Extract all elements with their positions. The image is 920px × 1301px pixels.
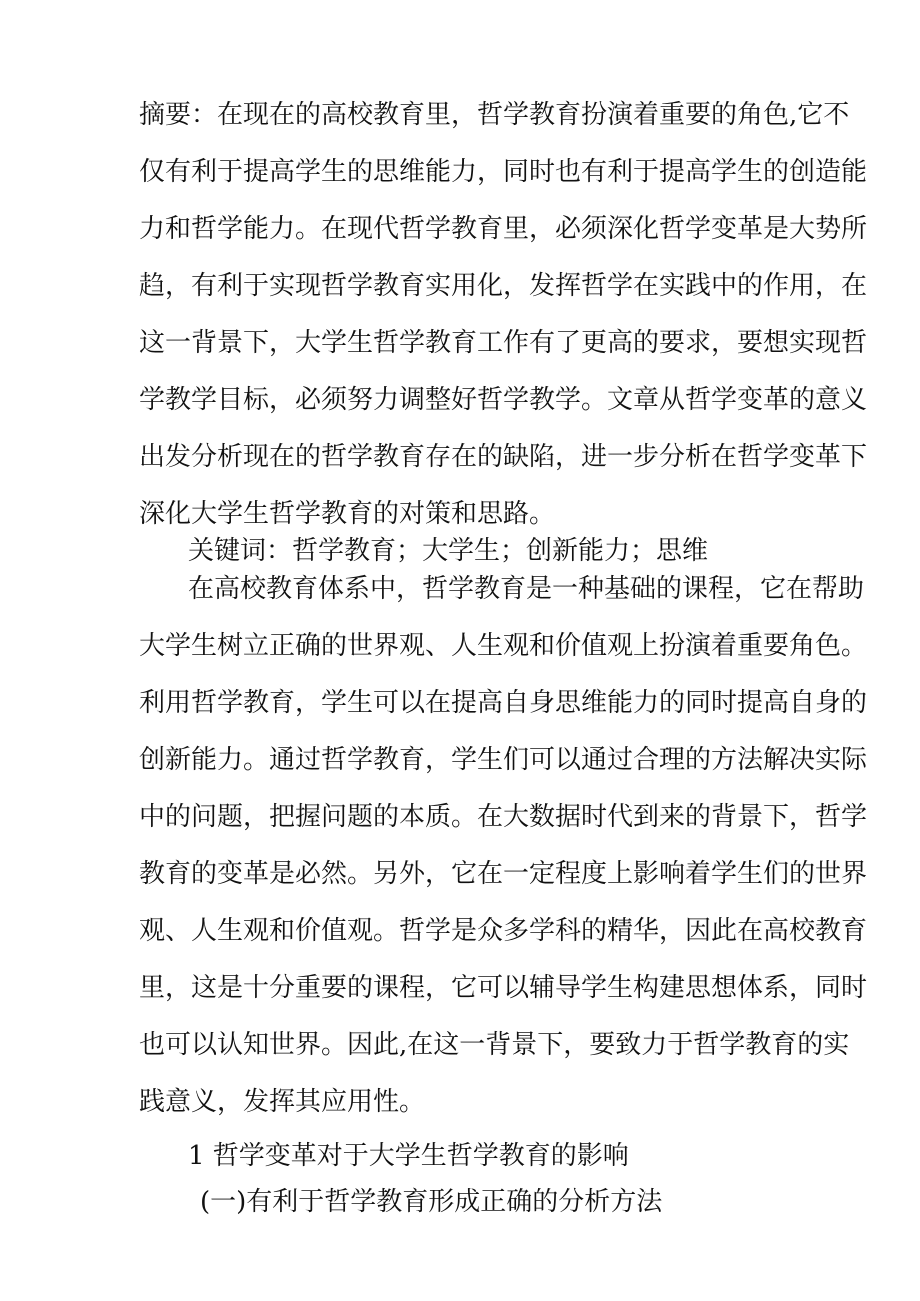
intro-line: 在高校教育体系中，哲学教育是一种基础的课程，它在帮助 (188, 574, 865, 604)
abstract-line: 出发分析现在的哲学教育存在的缺陷，进一步分析在哲学变革下 (139, 442, 868, 472)
subsection-heading: (一)有利于哲学教育形成正确的分析方法 (200, 1187, 663, 1217)
abstract-line: 仅有利于提高学生的思维能力，同时也有利于提高学生的创造能 (139, 157, 868, 187)
abstract-line: 力和哲学能力。在现代哲学教育里，必须深化哲学变革是大势所 (139, 214, 868, 244)
abstract-line: 摘要：在现在的高校教育里，哲学教育扮演着重要的角色,它不 (139, 100, 850, 130)
section-heading: 1 哲学变革对于大学生哲学教育的影响 (188, 1141, 629, 1171)
intro-line: 利用哲学教育，学生可以在提高自身思维能力的同时提高自身的 (139, 688, 868, 718)
intro-line: 中的问题，把握问题的本质。在大数据时代到来的背景下，哲学 (139, 802, 868, 832)
intro-line: 观、人生观和价值观。哲学是众多学科的精华，因此在高校教育 (139, 916, 868, 946)
abstract-line: 学教学目标，必须努力调整好哲学教学。文章从哲学变革的意义 (139, 385, 868, 415)
intro-line: 里，这是十分重要的课程，它可以辅导学生构建思想体系，同时 (139, 973, 868, 1003)
abstract-line: 这一背景下，大学生哲学教育工作有了更高的要求，要想实现哲 (139, 328, 868, 358)
abstract-line: 趋，有利于实现哲学教育实用化，发挥哲学在实践中的作用，在 (139, 271, 868, 301)
abstract-line: 深化大学生哲学教育的对策和思路。 (139, 499, 556, 529)
intro-line: 创新能力。通过哲学教育，学生们可以通过合理的方法解决实际 (139, 745, 868, 775)
intro-line: 教育的变革是必然。另外，它在一定程度上影响着学生们的世界 (139, 859, 868, 889)
keywords-line: 关键词：哲学教育；大学生；创新能力；思维 (188, 536, 709, 566)
intro-line: 也可以认知世界。因此,在这一背景下，要致力于哲学教育的实 (139, 1030, 850, 1060)
intro-line: 践意义，发挥其应用性。 (139, 1087, 426, 1117)
intro-line: 大学生树立正确的世界观、人生观和价值观上扮演着重要角色。 (139, 631, 868, 661)
